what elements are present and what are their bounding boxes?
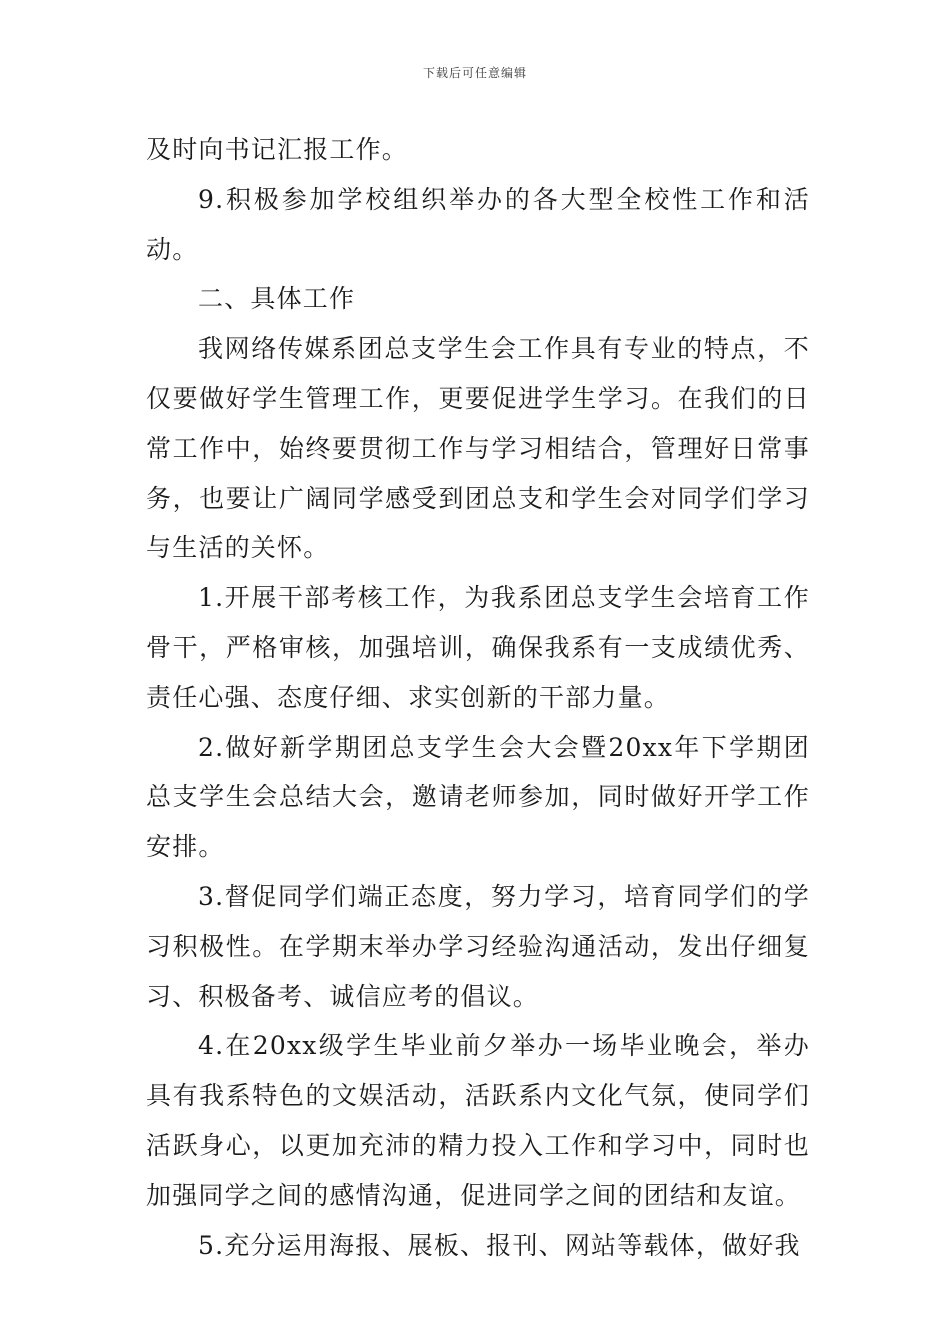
header-note: 下载后可任意编辑: [422, 66, 527, 80]
list-item-9: 9.积极参加学校组织举办的各大型全校性工作和活动。: [146, 184, 810, 264]
section-heading: 二、具体工作: [198, 284, 356, 314]
paragraph-continuation: 及时向书记汇报工作。: [146, 135, 409, 164]
document-body: [146, 125, 810, 1270]
list-item-3: 3.督促同学们端正态度，努力学习，培育同学们的学习积极性。在学期末举办学习经验沟通活动，发出仔细复习、积极备考、诚信应考的倡议。: [146, 881, 810, 1011]
intro-paragraph: 我网络传媒系团总支学生会工作具有专业的特点，不仅要做好学生管理工作，更要促进学生学习。在我们的日常工作中，始终要贯彻工作与学习相结合，管理好日常事务，也要让广阔同学感受到团总支和学生会对同学们学习与生活的关怀。: [146, 334, 810, 563]
list-item-4: 4.在20xx级学生毕业前夕举办一场毕业晚会，举办具有我系特色的文娱活动，活跃系内文化气氛，使同学们活跃身心，以更加充沛的精力投入工作和学习中，同时也加强同学之间的感情沟通，促进同学之间的团结和友谊。: [146, 1031, 810, 1210]
list-item-5: 5.充分运用海报、展板、报刊、网站等载体，做好我: [198, 1230, 801, 1260]
list-item-2: 2.做好新学期团总支学生会大会暨20xx年下学期团总支学生会总结大会，邀请老师参加，同时做好开学工作安排。: [146, 732, 810, 862]
list-item-1: 1.开展干部考核工作，为我系团总支学生会培育工作骨干，严格审核，加强培训，确保我系有一支成绩优秀、责任心强、态度仔细、求实创新的干部力量。: [146, 583, 810, 712]
